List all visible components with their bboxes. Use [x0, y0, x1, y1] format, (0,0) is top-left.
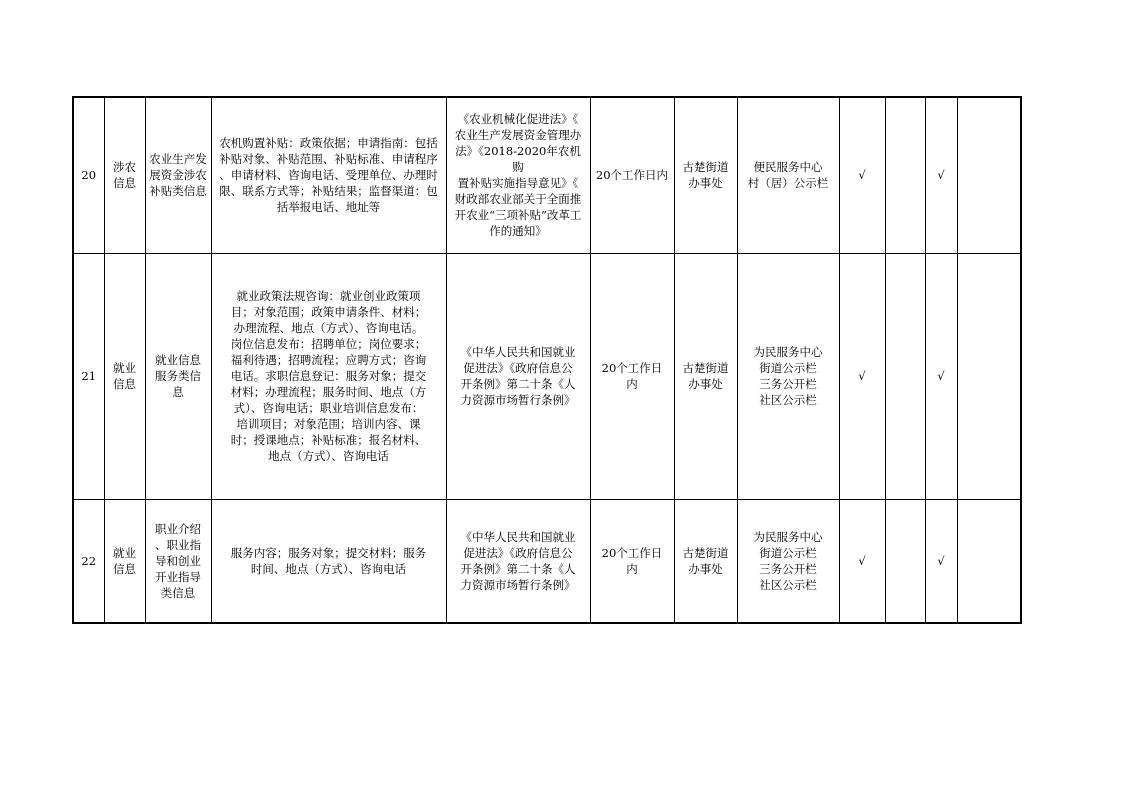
- item-cell: 农业生产发 展资金涉农 补贴类信息: [145, 97, 211, 253]
- channel-cell: 便民服务中心 村（居）公示栏: [737, 97, 839, 253]
- time-limit-cell: 20个工作日 内: [590, 499, 674, 623]
- content-cell: 农机购置补贴：政策依据；申请指南：包括 补贴对象、补贴范围、补贴标准、申请程序 、申请材料、咨询电话、受理单位、办理时 限、联系方式等；补贴结果；监督渠道：包 括举报电话、地址等: [211, 97, 446, 253]
- check-cell: [839, 499, 885, 623]
- content-cell: 就业政策法规咨询：就业创业政策项 目；对象范围；政策申请条件、材料； 办理流程、地点（方式）、咨询电话。 岗位信息发布：招聘单位；岗位要求； 福利待遇；招聘流程；应聘方式；咨询 电话。求职信息登记：服务对象；提交 材料；办理流程；服务时间、地点（方 式）、咨询电话；职业培训信息发布： 培训项目；对象范围；培训内容、课 时；授课地点；补贴标准；报名材料、 地点（方式）、咨询电话: [211, 253, 446, 499]
- check-mark: √: [937, 168, 945, 183]
- table-row: [73, 97, 1021, 253]
- check-cell: [957, 253, 1021, 499]
- check-cell: [957, 499, 1021, 623]
- channel-cell: 为民服务中心 街道公示栏 三务公开栏 社区公示栏: [737, 253, 839, 499]
- check-cell: [839, 97, 885, 253]
- table-row: [73, 253, 1021, 499]
- row-number: 20: [73, 97, 104, 253]
- check-cell: [957, 97, 1021, 253]
- check-cell: [925, 253, 957, 499]
- basis-cell: 《中华人民共和国就业 促进法》《政府信息公 开条例》第二十条《人 力资源市场暂行条例》: [446, 253, 590, 499]
- channel-cell: 为民服务中心 街道公示栏 三务公开栏 社区公示栏: [737, 499, 839, 623]
- check-cell: [885, 97, 925, 253]
- content-cell: 服务内容；服务对象；提交材料；服务 时间、地点（方式）、咨询电话: [211, 499, 446, 623]
- time-limit-cell: 20个工作日 内: [590, 253, 674, 499]
- item-cell: 职业介绍 、职业指 导和创业 开业指导 类信息: [145, 499, 211, 623]
- check-mark: √: [858, 168, 866, 183]
- subject-cell: 古楚街道 办事处: [674, 97, 737, 253]
- item-cell: 就业信息 服务类信 息: [145, 253, 211, 499]
- check-cell: [925, 499, 957, 623]
- category-cell: 就业 信息: [104, 499, 145, 623]
- check-mark: √: [858, 369, 866, 383]
- category-cell: 就业 信息: [104, 253, 145, 499]
- category-cell: 涉农 信息: [104, 97, 145, 253]
- row-number: 21: [73, 253, 104, 499]
- check-mark: √: [937, 369, 945, 383]
- check-cell: [885, 499, 925, 623]
- subject-cell: 古楚街道 办事处: [674, 253, 737, 499]
- table-row: [73, 499, 1021, 623]
- time-limit-cell: 20个工作日内: [590, 97, 674, 253]
- check-cell: [885, 253, 925, 499]
- check-cell: [839, 253, 885, 499]
- check-cell: [925, 97, 957, 253]
- check-mark: √: [858, 553, 866, 568]
- basis-cell: 《中华人民共和国就业 促进法》《政府信息公 开条例》第二十条《人 力资源市场暂行条例》: [446, 499, 590, 623]
- row-number: 22: [73, 499, 104, 623]
- basis-cell: 《农业机械化促进法》《 农业生产发展资金管理办 法》《2018-2020年农机购 置补贴实施指导意见》《 财政部农业部关于全面推 开农业“三项补贴”改革工 作的通知》: [446, 97, 590, 253]
- check-mark: √: [937, 553, 945, 568]
- disclosure-table: [72, 96, 1022, 624]
- subject-cell: 古楚街道 办事处: [674, 499, 737, 623]
